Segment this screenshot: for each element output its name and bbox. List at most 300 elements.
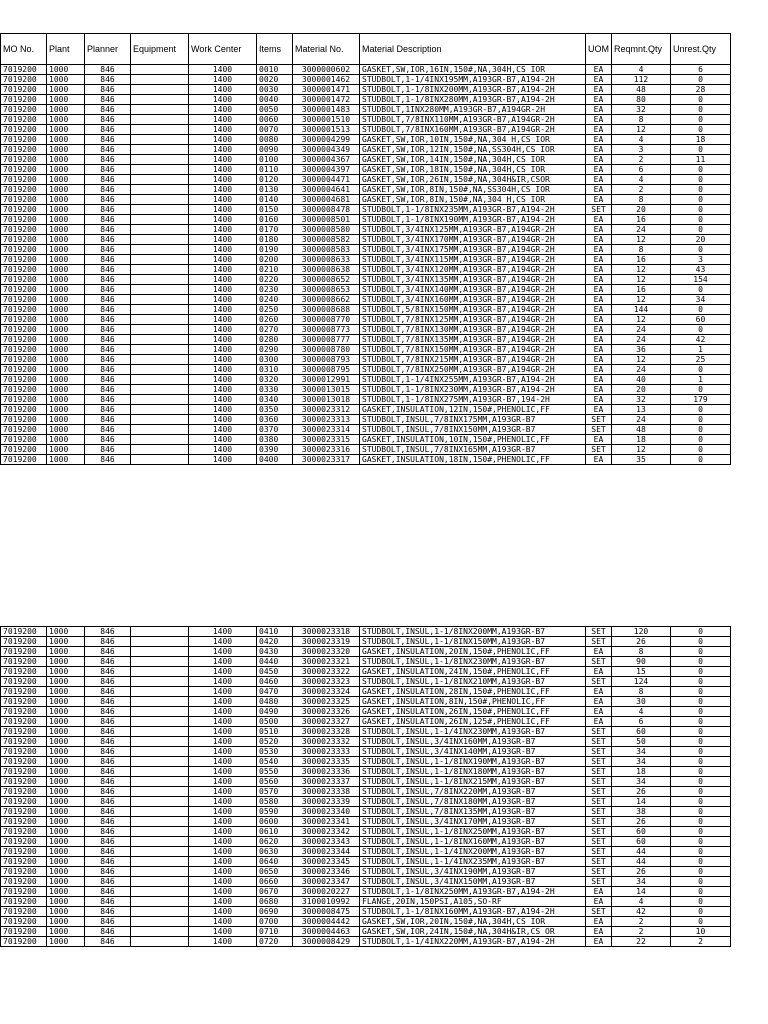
table-cell: 1000 (47, 727, 85, 737)
table-cell: 42 (671, 335, 731, 345)
table-cell: 1400 (189, 937, 257, 947)
table-cell: GASKET,INSULATION,12IN,150#,PHENOLIC,FF (360, 405, 586, 415)
table-row (1, 205, 731, 215)
table-cell: 7019200 (1, 827, 47, 837)
table-cell: GASKET,SW,IOR,14IN,150#,NA,304H,CS IOR (360, 155, 586, 165)
table-cell: 60 (612, 727, 671, 737)
table-cell: 3000008688 (293, 305, 360, 315)
table-cell: 1400 (189, 265, 257, 275)
table-cell: 846 (85, 105, 131, 115)
table-cell: 3000004463 (293, 927, 360, 937)
table-cell: STUDBOLT,1-1/8INX250MM,A193GR-B7,A194-2H (360, 887, 586, 897)
table-cell: 7019200 (1, 877, 47, 887)
table-cell: SET (586, 817, 612, 827)
table-cell (131, 125, 189, 135)
table-cell (131, 687, 189, 697)
table-row (1, 355, 731, 365)
table-cell: 846 (85, 225, 131, 235)
table-cell: STUDBOLT,3/4INX125MM,A193GR-B7,A194GR-2H (360, 225, 586, 235)
table-row (1, 105, 731, 115)
table-cell: SET (586, 797, 612, 807)
table-cell: EA (586, 115, 612, 125)
table-cell: 24 (612, 225, 671, 235)
table-cell: 0500 (257, 717, 293, 727)
table-cell (131, 105, 189, 115)
table-cell: 1400 (189, 767, 257, 777)
table-cell: 1000 (47, 355, 85, 365)
table-cell: 1400 (189, 145, 257, 155)
table-cell: GASKET,SW,IOR,26IN,150#,NA,304H&IR,CSOR (360, 175, 586, 185)
table-cell: 3000008777 (293, 335, 360, 345)
table-cell: 846 (85, 325, 131, 335)
table-cell: 0 (671, 667, 731, 677)
table-cell: 0670 (257, 887, 293, 897)
table-cell: 2 (612, 185, 671, 195)
table-cell: 0030 (257, 85, 293, 95)
table-cell: 0370 (257, 425, 293, 435)
table-cell: 16 (612, 285, 671, 295)
table-cell: 7019200 (1, 385, 47, 395)
table-cell: 846 (85, 917, 131, 927)
table-cell: 7019200 (1, 637, 47, 647)
table-cell: EA (586, 395, 612, 405)
table-cell: GASKET,SW,IOR,10IN,150#,NA,304 H,CS IOR (360, 135, 586, 145)
table-cell: 0260 (257, 315, 293, 325)
table-cell: 0 (671, 455, 731, 465)
table-cell: 3000008653 (293, 285, 360, 295)
table-cell: 1000 (47, 857, 85, 867)
table-cell: 7019200 (1, 215, 47, 225)
table-cell (131, 627, 189, 637)
table-cell: 1000 (47, 165, 85, 175)
table-cell (131, 435, 189, 445)
table-cell (131, 777, 189, 787)
table-cell: 846 (85, 135, 131, 145)
table-cell: 0 (671, 185, 731, 195)
table-cell: 48 (612, 85, 671, 95)
table-cell: STUDBOLT,1-1/4INX255MM,A193GR-B7,A194-2H (360, 375, 586, 385)
table-cell: 846 (85, 877, 131, 887)
table-cell: 846 (85, 445, 131, 455)
table-cell: 0650 (257, 867, 293, 877)
table-cell: SET (586, 627, 612, 637)
col-material-no: Material No. (293, 34, 360, 65)
table-cell: 1000 (47, 455, 85, 465)
table-cell: 7019200 (1, 115, 47, 125)
table-cell: EA (586, 305, 612, 315)
table-cell: 0 (671, 245, 731, 255)
table-cell (131, 907, 189, 917)
table-cell: GASKET,INSULATION,18IN,150#,PHENOLIC,FF (360, 455, 586, 465)
table-cell (131, 425, 189, 435)
table-cell: EA (586, 315, 612, 325)
table-row (1, 727, 731, 737)
col-unrest-qty: Unrest.Qty (671, 34, 731, 65)
table-cell: 846 (85, 115, 131, 125)
table-cell: 846 (85, 285, 131, 295)
table-cell: 0 (671, 145, 731, 155)
table-cell: 1400 (189, 175, 257, 185)
table-cell: 12 (612, 235, 671, 245)
table-cell: 0 (671, 737, 731, 747)
table-cell: 7019200 (1, 737, 47, 747)
table-row (1, 787, 731, 797)
table-cell (131, 747, 189, 757)
table-cell: 44 (612, 857, 671, 867)
table-cell: 7019200 (1, 455, 47, 465)
table-cell: 0270 (257, 325, 293, 335)
table-row (1, 877, 731, 887)
table-cell: 3000008770 (293, 315, 360, 325)
table-cell: STUDBOLT,7/8INX130MM,A193GR-B7,A194GR-2H (360, 325, 586, 335)
table-cell: 0 (671, 747, 731, 757)
table-cell: STUDBOLT,3/4INX175MM,A193GR-B7,A194GR-2H (360, 245, 586, 255)
table-cell: 42 (612, 907, 671, 917)
table-cell: 1400 (189, 907, 257, 917)
table-cell: 7019200 (1, 365, 47, 375)
table-cell: 846 (85, 687, 131, 697)
table-cell: 34 (612, 757, 671, 767)
table-cell: EA (586, 927, 612, 937)
table-row (1, 677, 731, 687)
table-row (1, 85, 731, 95)
table-cell: STUDBOLT,INSUL,1-1/4INX230MM,A193GR-B7 (360, 727, 586, 737)
table-cell: SET (586, 425, 612, 435)
table-cell: 0450 (257, 667, 293, 677)
table-cell (131, 365, 189, 375)
table-cell: GASKET,INSULATION,20IN,150#,PHENOLIC,FF (360, 647, 586, 657)
table-cell: 846 (85, 637, 131, 647)
table-cell: 7019200 (1, 647, 47, 657)
table-cell: GASKET,INSULATION,26IN,125#,PHENOLIC,FF (360, 717, 586, 727)
table-cell: 3000023340 (293, 807, 360, 817)
table-cell: 0 (671, 847, 731, 857)
table-cell: 0 (671, 365, 731, 375)
table-cell: 1400 (189, 305, 257, 315)
table-cell (131, 155, 189, 165)
table-cell: 846 (85, 937, 131, 947)
table-cell: 846 (85, 85, 131, 95)
table-cell: 3000023326 (293, 707, 360, 717)
table-cell: 0 (671, 125, 731, 135)
table-cell: EA (586, 917, 612, 927)
table-cell: STUDBOLT,INSUL,3/4INX160MM,A193GR-B7 (360, 737, 586, 747)
table-cell: GASKET,SW,IOR,8IN,150#,NA,SS304H,CS IOR (360, 185, 586, 195)
table-cell: 846 (85, 145, 131, 155)
table-cell: STUDBOLT,INSUL,1-1/8INX150MM,A193GR-B7 (360, 637, 586, 647)
table-row (1, 315, 731, 325)
table-cell: 7019200 (1, 155, 47, 165)
table-row (1, 325, 731, 335)
table-cell: 7019200 (1, 747, 47, 757)
table-cell: 0530 (257, 747, 293, 757)
table-cell: STUDBOLT,3/4INX135MM,A193GR-B7,A194GR-2H (360, 275, 586, 285)
table-row (1, 225, 731, 235)
table-cell: 846 (85, 455, 131, 465)
table-cell: 7019200 (1, 65, 47, 75)
table-cell: EA (586, 325, 612, 335)
table-cell: 0040 (257, 95, 293, 105)
table-cell: 3000023337 (293, 777, 360, 787)
table-cell: 0050 (257, 105, 293, 115)
table-cell: 0720 (257, 937, 293, 947)
table-cell: 7019200 (1, 305, 47, 315)
table-cell: 6 (671, 65, 731, 75)
table-row (1, 75, 731, 85)
table-cell: 1000 (47, 707, 85, 717)
table-cell: 1000 (47, 647, 85, 657)
table-cell: SET (586, 445, 612, 455)
table-cell: 0 (671, 827, 731, 837)
table-cell: 7019200 (1, 395, 47, 405)
table-cell: 846 (85, 195, 131, 205)
table-cell (131, 245, 189, 255)
table-cell: 34 (612, 877, 671, 887)
table-cell: 6 (612, 165, 671, 175)
table-row (1, 657, 731, 667)
table-cell: 0 (671, 707, 731, 717)
table-cell: 1400 (189, 787, 257, 797)
table-cell: STUDBOLT,INSUL,7/8INX175MM,A193GR-B7 (360, 415, 586, 425)
table-cell: 0320 (257, 375, 293, 385)
table-cell: 60 (671, 315, 731, 325)
table-cell: 846 (85, 405, 131, 415)
table-cell: STUDBOLT,INSUL,3/4INX150MM,A193GR-B7 (360, 877, 586, 887)
table-cell: EA (586, 285, 612, 295)
table-cell: 16 (612, 255, 671, 265)
table-cell: EA (586, 335, 612, 345)
table-cell: 0310 (257, 365, 293, 375)
table-cell: 7019200 (1, 255, 47, 265)
table-cell: 7019200 (1, 135, 47, 145)
table-cell: 1400 (189, 757, 257, 767)
table-cell: 1000 (47, 135, 85, 145)
table-cell: 0420 (257, 637, 293, 647)
table-cell: 34 (612, 747, 671, 757)
table-cell: 3000013018 (293, 395, 360, 405)
table-cell: 0 (671, 697, 731, 707)
table-cell: 7019200 (1, 817, 47, 827)
table-cell: 846 (85, 215, 131, 225)
table-cell: 20 (612, 205, 671, 215)
table-cell: 7019200 (1, 265, 47, 275)
table-row (1, 637, 731, 647)
table-cell: 3000023341 (293, 817, 360, 827)
table-cell: 1000 (47, 325, 85, 335)
table-cell: 0630 (257, 847, 293, 857)
table-cell: STUDBOLT,INSUL,1-1/4INX235MM,A193GR-B7 (360, 857, 586, 867)
table-cell: 3000023347 (293, 877, 360, 887)
table-cell: 0540 (257, 757, 293, 767)
table-cell: 1000 (47, 867, 85, 877)
table-cell (131, 145, 189, 155)
table-cell: 1400 (189, 215, 257, 225)
table-row (1, 667, 731, 677)
table-cell: 1400 (189, 295, 257, 305)
table-cell: 0 (671, 817, 731, 827)
col-material-description: Material Description (360, 34, 586, 65)
table-cell: GASKET,INSULATION,8IN,150#,PHENOLIC,FF (360, 697, 586, 707)
table-cell: 0300 (257, 355, 293, 365)
table-cell: 144 (612, 305, 671, 315)
table-cell (131, 817, 189, 827)
table-row (1, 767, 731, 777)
table-row (1, 385, 731, 395)
table-cell: 1000 (47, 637, 85, 647)
table-cell: 846 (85, 717, 131, 727)
table-cell: 0200 (257, 255, 293, 265)
table-cell: 1400 (189, 285, 257, 295)
table-cell: EA (586, 225, 612, 235)
table-cell: 1400 (189, 345, 257, 355)
table-cell: 1000 (47, 245, 85, 255)
table-cell: STUDBOLT,1-1/8INX160MM,A193GR-B7,A194-2H (360, 907, 586, 917)
table-cell: 1000 (47, 757, 85, 767)
table-cell: 0 (671, 877, 731, 887)
table-cell: 1000 (47, 315, 85, 325)
table-cell: STUDBOLT,INSUL,1-1/8INX210MM,A193GR-B7 (360, 677, 586, 687)
table-cell: 7019200 (1, 807, 47, 817)
table-row (1, 907, 731, 917)
table-cell: 1400 (189, 125, 257, 135)
table-cell: STUDBOLT,INSUL,1-1/8INX160MM,A193GR-B7 (360, 837, 586, 847)
table-cell: 0560 (257, 777, 293, 787)
table-cell: 1400 (189, 727, 257, 737)
table-cell: STUDBOLT,INSUL,1-1/8INX250MM,A193GR-B7 (360, 827, 586, 837)
table-cell: 1400 (189, 95, 257, 105)
table-cell: 0 (671, 385, 731, 395)
table-cell: 846 (85, 807, 131, 817)
table-cell: 3000001471 (293, 85, 360, 95)
table-cell: 1400 (189, 817, 257, 827)
table-cell (131, 275, 189, 285)
table-cell: 3000008478 (293, 205, 360, 215)
table-cell: 1000 (47, 235, 85, 245)
table-cell: 0250 (257, 305, 293, 315)
table-cell (131, 135, 189, 145)
table-row (1, 235, 731, 245)
table-cell: 7019200 (1, 295, 47, 305)
table-cell: 1000 (47, 205, 85, 215)
col-reqmnt-qty: Reqmnt.Qty (612, 34, 671, 65)
table-cell: 7019200 (1, 917, 47, 927)
table-row (1, 345, 731, 355)
table-cell: 16 (612, 215, 671, 225)
table-cell: 846 (85, 907, 131, 917)
table-cell: 14 (612, 797, 671, 807)
table-cell (131, 255, 189, 265)
table-row (1, 847, 731, 857)
table-cell: 0 (671, 777, 731, 787)
table-cell: 35 (612, 455, 671, 465)
table-cell: SET (586, 807, 612, 817)
table-cell: 0 (671, 445, 731, 455)
table-cell: 846 (85, 767, 131, 777)
table-cell: SET (586, 747, 612, 757)
table-cell: EA (586, 405, 612, 415)
table-cell: 7019200 (1, 95, 47, 105)
table-cell: 0 (671, 325, 731, 335)
table-cell: 0490 (257, 707, 293, 717)
table-cell: SET (586, 787, 612, 797)
table-cell (131, 787, 189, 797)
table-cell: 1000 (47, 837, 85, 847)
table-cell: 1400 (189, 717, 257, 727)
table-cell: 0350 (257, 405, 293, 415)
table-cell (131, 807, 189, 817)
table-cell: 1400 (189, 435, 257, 445)
table-cell: 1400 (189, 837, 257, 847)
table-cell: EA (586, 265, 612, 275)
table-cell: 1000 (47, 145, 85, 155)
table-cell: 1400 (189, 205, 257, 215)
table-cell: 80 (612, 95, 671, 105)
table-cell: STUDBOLT,INSUL,1-1/8INX215MM,A193GR-B7 (360, 777, 586, 787)
table-cell: EA (586, 667, 612, 677)
table-cell: 846 (85, 747, 131, 757)
table-cell: 28 (671, 85, 731, 95)
table-cell: 1 (671, 345, 731, 355)
table-cell: 846 (85, 777, 131, 787)
table-cell: 1400 (189, 395, 257, 405)
table-row (1, 405, 731, 415)
table-cell: STUDBOLT,INSUL,1-1/8INX200MM,A193GR-B7 (360, 627, 586, 637)
col-equipment: Equipment (131, 34, 189, 65)
table-cell: 1000 (47, 345, 85, 355)
table-cell: 7019200 (1, 677, 47, 687)
table-cell (131, 285, 189, 295)
table-cell: 3000008583 (293, 245, 360, 255)
table-row (1, 125, 731, 135)
table-row (1, 837, 731, 847)
table-cell: 0 (671, 115, 731, 125)
table-cell: GASKET,SW,IOR,18IN,150#,NA,304H,CS IOR (360, 165, 586, 175)
table-cell: 12 (612, 295, 671, 305)
table-cell: 3000023327 (293, 717, 360, 727)
table-row (1, 295, 731, 305)
table-cell: 846 (85, 235, 131, 245)
table-cell: 846 (85, 647, 131, 657)
col-uom: UOM (586, 34, 612, 65)
table-cell: 846 (85, 727, 131, 737)
table-cell: 18 (612, 435, 671, 445)
table-cell: 7019200 (1, 405, 47, 415)
table-cell: 4 (612, 897, 671, 907)
table-cell: EA (586, 145, 612, 155)
table-cell: 4 (612, 65, 671, 75)
table-cell: EA (586, 75, 612, 85)
table-cell: 846 (85, 155, 131, 165)
table-cell: EA (586, 155, 612, 165)
table-cell: 1400 (189, 887, 257, 897)
table-cell (131, 727, 189, 737)
table-cell (131, 667, 189, 677)
table-cell (131, 797, 189, 807)
table-cell: 44 (612, 847, 671, 857)
table-cell: 112 (612, 75, 671, 85)
table-row (1, 365, 731, 375)
table-cell: 24 (612, 365, 671, 375)
table-cell: 1400 (189, 375, 257, 385)
table-cell: EA (586, 235, 612, 245)
table-cell: 3000008795 (293, 365, 360, 375)
table-cell: 1000 (47, 777, 85, 787)
table-cell (131, 677, 189, 687)
table-cell: EA (586, 887, 612, 897)
table-cell: 0150 (257, 205, 293, 215)
table-cell (131, 897, 189, 907)
table-cell: EA (586, 365, 612, 375)
